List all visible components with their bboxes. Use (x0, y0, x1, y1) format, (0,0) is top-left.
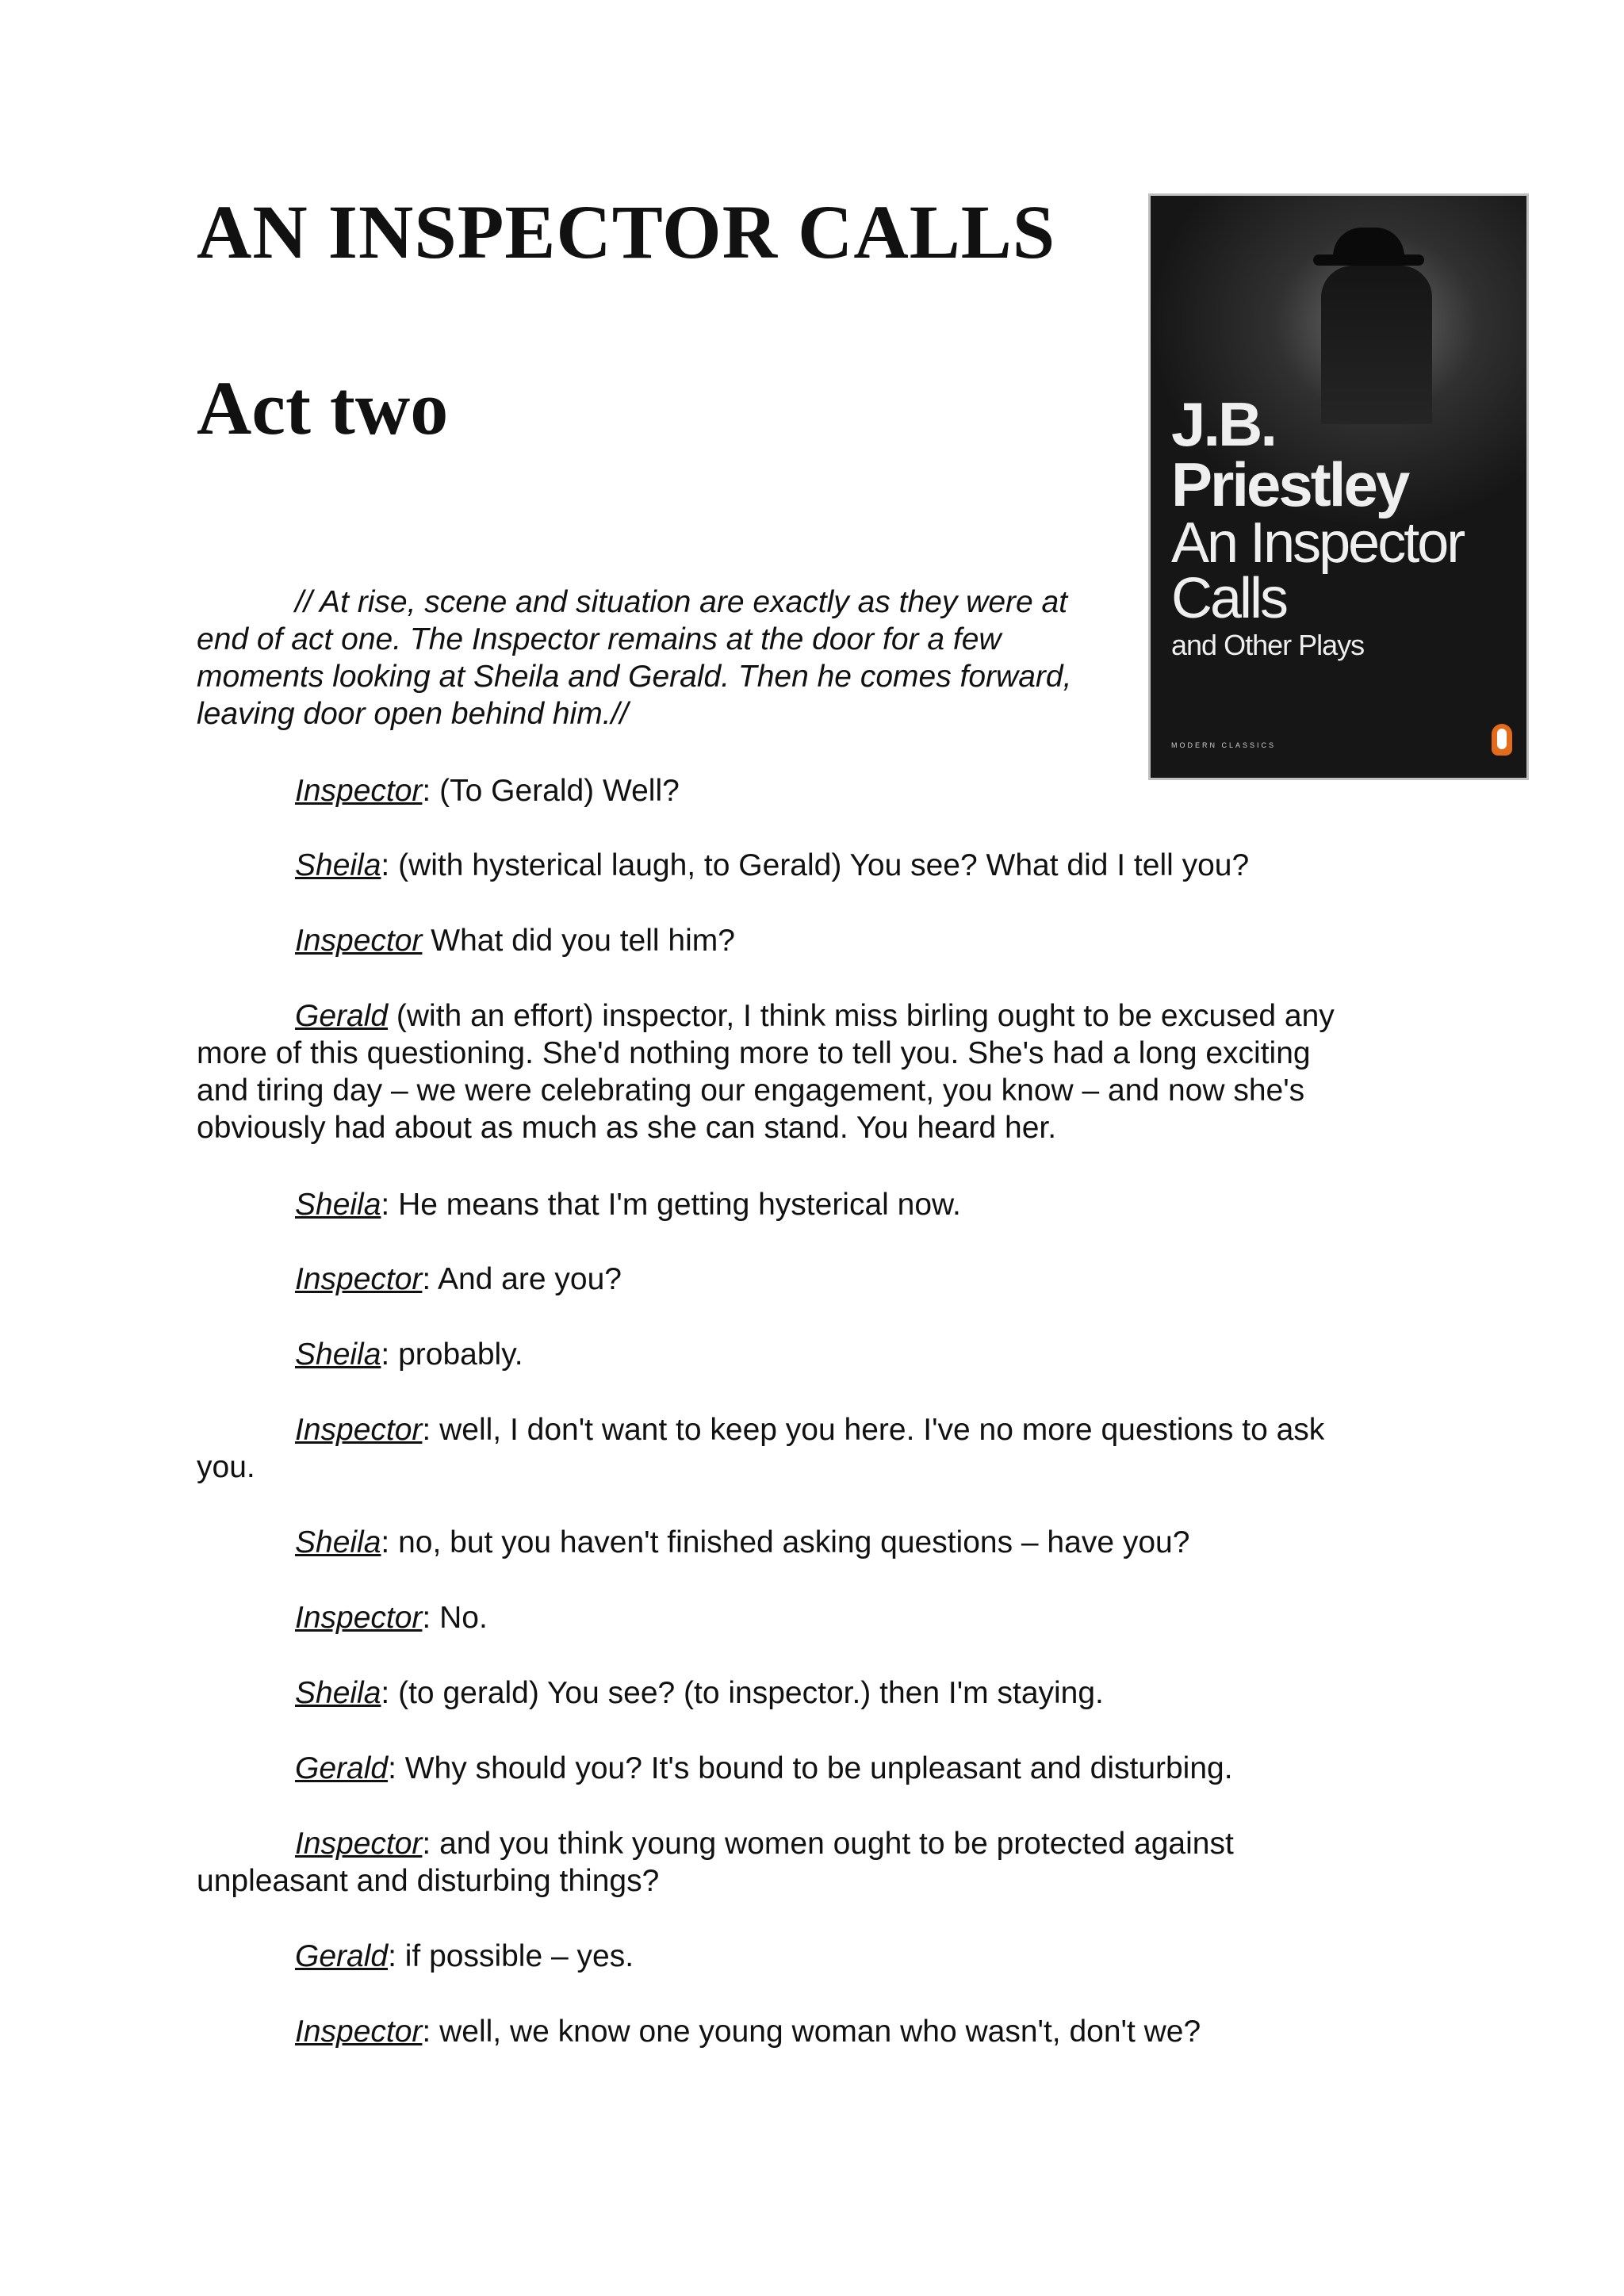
line-text: (To Gerald) Well? (431, 774, 680, 808)
speaker-name: Inspector (295, 924, 423, 958)
dialogue-line: Inspector: well, I don't want to keep you here. I've no more questions to ask you. (197, 1411, 1410, 1486)
line-text: if possible – yes. (396, 1939, 634, 1973)
dialogue-line: Inspector: well, we know one young woman who wasn't, don't we? (295, 2015, 1201, 2049)
line-text: (to gerald) You see? (to inspector.) then I'm staying. (389, 1676, 1104, 1710)
speaker-name: Sheila (295, 848, 381, 882)
dialogue-line: Inspector: and you think young women ought to be protected against unpleasant and disturbing things? (197, 1825, 1410, 1900)
stage-line: moments looking at Sheila and Gerald. Then he comes forward, (197, 660, 1072, 694)
dialogue-line: Inspector: And are you? (295, 1262, 622, 1296)
dialogue-line: Sheila: no, but you haven't finished asking questions – have you? (295, 1525, 1190, 1559)
dialogue-line: Sheila: (with hysterical laugh, to Gerald) You see? What did I tell you? (295, 848, 1250, 882)
document-title: AN INSPECTOR CALLS (197, 189, 1056, 274)
dialogue-line: Sheila: He means that I'm getting hysterical now. (295, 1188, 961, 1222)
penguin-logo-icon (1492, 724, 1512, 756)
speaker-name: Inspector (295, 1601, 423, 1635)
speaker-name: Gerald (295, 999, 389, 1033)
line-text: obviously had about as much as she can stand. You heard her. (197, 1111, 1057, 1145)
cover-title-line1: An Inspector (1171, 511, 1464, 575)
stage-direction (197, 584, 1410, 733)
line-text: (with hysterical laugh, to Gerald) You see? What did I tell you? (389, 848, 1250, 882)
line-text: well, we know one young woman who wasn't, don't we? (431, 2015, 1201, 2049)
speaker-name: Sheila (295, 1676, 381, 1710)
dialogue-line: Gerald: Why should you? It's bound to be unpleasant and disturbing. (295, 1751, 1233, 1785)
line-text: And are you? (431, 1262, 622, 1296)
cover-series-label: MODERN CLASSICS (1171, 741, 1277, 749)
act-heading: Act two (197, 365, 449, 450)
speaker-name: Sheila (295, 1188, 381, 1222)
cover-author-line1: J.B. (1171, 389, 1276, 459)
dialogue-line (197, 997, 1410, 1146)
line-text: well, I don't want to keep you here. I've no more questions to ask (431, 1413, 1325, 1447)
speaker-name: Gerald (295, 1939, 389, 1973)
speaker-name: Inspector (295, 2015, 423, 2049)
speaker-name: Inspector (295, 1413, 423, 1447)
speaker-name: Inspector (295, 1262, 423, 1296)
speaker-name: Sheila (295, 1337, 381, 1372)
stage-line: leaving door open behind him.// (197, 697, 629, 731)
dialogue-line: Inspector: No. (295, 1601, 488, 1635)
line-text: and tiring day – we were celebrating our engagement, you know – and now she's (197, 1073, 1305, 1108)
line-text: probably. (389, 1337, 523, 1372)
line-text: no, but you haven't finished asking questions – have you? (389, 1525, 1190, 1559)
line-text: What did you tell him? (422, 924, 735, 958)
line-text: He means that I'm getting hysterical now. (389, 1188, 961, 1222)
line-text: and you think young women ought to be protected against (431, 1827, 1234, 1861)
line-text: unpleasant and disturbing things? (197, 1864, 660, 1898)
line-text: (with an effort) inspector, I think miss birling ought to be excused any (388, 999, 1335, 1033)
stage-line: end of act one. The Inspector remains at the door for a few (197, 622, 1002, 656)
dialogue-line: Sheila: (to gerald) You see? (to inspector.) then I'm staying. (295, 1676, 1104, 1710)
line-text: No. (431, 1601, 488, 1635)
speaker-name: Sheila (295, 1525, 381, 1559)
line-text: you. (197, 1450, 255, 1484)
dialogue-line: Gerald: if possible – yes. (295, 1939, 634, 1973)
stage-line: // At rise, scene and situation are exactly as they were at (295, 585, 1068, 619)
cover-title-line2: Calls (1171, 567, 1287, 631)
dialogue-line: Sheila: probably. (295, 1337, 523, 1372)
cover-author-line2: Priestley (1171, 450, 1408, 520)
dialogue-line: Inspector: (To Gerald) Well? (295, 774, 680, 808)
speaker-name: Inspector (295, 1827, 423, 1861)
speaker-name: Gerald (295, 1751, 389, 1785)
line-text: Why should you? It's bound to be unpleasant and disturbing. (396, 1751, 1233, 1785)
dialogue-line (197, 922, 1410, 959)
speaker-name: Inspector (295, 774, 423, 808)
line-text: more of this questioning. She'd nothing more to tell you. She's had a long exciting (197, 1036, 1311, 1070)
cover-subtitle: and Other Plays (1171, 628, 1365, 661)
